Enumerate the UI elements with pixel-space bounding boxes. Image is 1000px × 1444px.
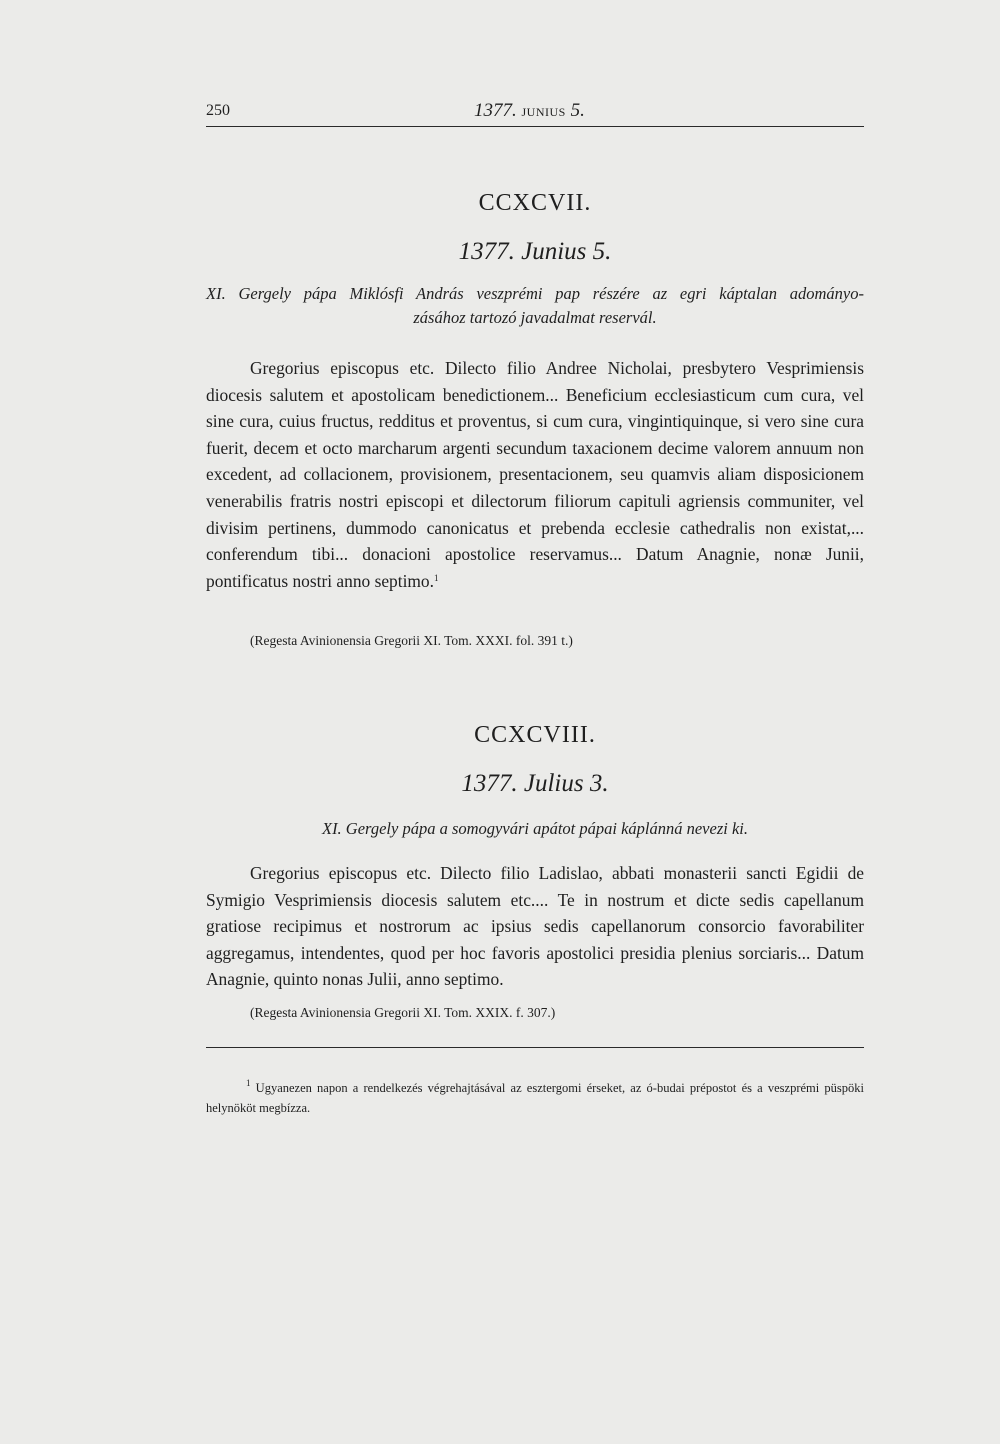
document-number: CCXCVIII. — [474, 722, 596, 748]
running-header — [206, 100, 864, 127]
footnote-reference: 1 — [433, 572, 439, 583]
page-number: 250 — [206, 102, 230, 119]
footnote-text: Ugyanezen napon a rendelkezés végrehajtásával az esztergomi érseket, az ó-budai prépostot és a veszprémi püspöki helynököt megbízza. — [206, 1081, 864, 1115]
document-regest — [206, 817, 864, 841]
document-text — [206, 355, 864, 594]
header-date-month: JUNIUS — [521, 105, 566, 119]
footnote-divider — [206, 1047, 864, 1048]
regest-line: XI. Gergely pápa Miklósfi András veszprémi pap részére az egri káptalan adományo- — [206, 284, 864, 303]
regest-line: XI. Gergely pápa a somogyvári apátot pápai káplánná nevezi ki. — [321, 819, 748, 838]
header-date-year: 1377. — [474, 100, 517, 121]
footnote — [206, 1078, 864, 1118]
footnote-marker: 1 — [246, 1078, 251, 1088]
header-date-day: 5. — [570, 100, 585, 121]
document-source: (Regesta Avinionensia Gregorii XI. Tom. XXIX. f. 307.) — [250, 1005, 556, 1020]
regest-line: zásához tartozó javadalmat reservál. — [413, 308, 657, 327]
document-date: 1377. Junius 5. — [458, 238, 612, 265]
document-number: CCXCVII. — [478, 190, 592, 216]
document-regest — [206, 282, 864, 330]
document-source: (Regesta Avinionensia Gregorii XI. Tom. XXXI. fol. 391 t.) — [250, 633, 573, 648]
header-date — [474, 100, 585, 122]
document-text: Gregorius episcopus etc. Dilecto filio Ladislao, abbati monasterii sancti Egidii de Symigio Vesprimiensis diocesis salutem etc.... Te in nostrum et dicte sedis capellanum gratiose recipimus et nostrorum ac ipsius sedis capellanorum consorcio favorabiliter aggregamus, intendentes, quod per hoc favoris apostolici presidia plenius sorciaris... Datum Anagnie, quinto nonas Julii, anno septimo. — [206, 863, 864, 990]
document-date: 1377. Julius 3. — [461, 770, 609, 797]
document-text-content: Gregorius episcopus etc. Dilecto filio Andree Nicholai, presbytero Vesprimiensis diocesis salutem et apostolicam benedictionem... Beneficium ecclesiasticum cum cura, vel sine cura, cuius fructus, redditus et proventus, si cum cura, vingintiquinque, si vero sine cura fuerit, decem et octo marcharum argenti secundum taxacionem decime valorem annuum non excedent, ad collacionem, provisionem, presentacionem, seu quamvis aliam disposicionem venerabilis fratris nostri episcopi et dilectorum filiorum capituli agriensis communiter, vel divisim pertinens, dummodo canonicatus et prebenda ecclesie cathedralis non existat,... conferendum tibi... donacioni apostolice reservamus... Datum Anagnie, nonæ Junii, pontificatus nostri anno septimo. — [206, 358, 864, 591]
